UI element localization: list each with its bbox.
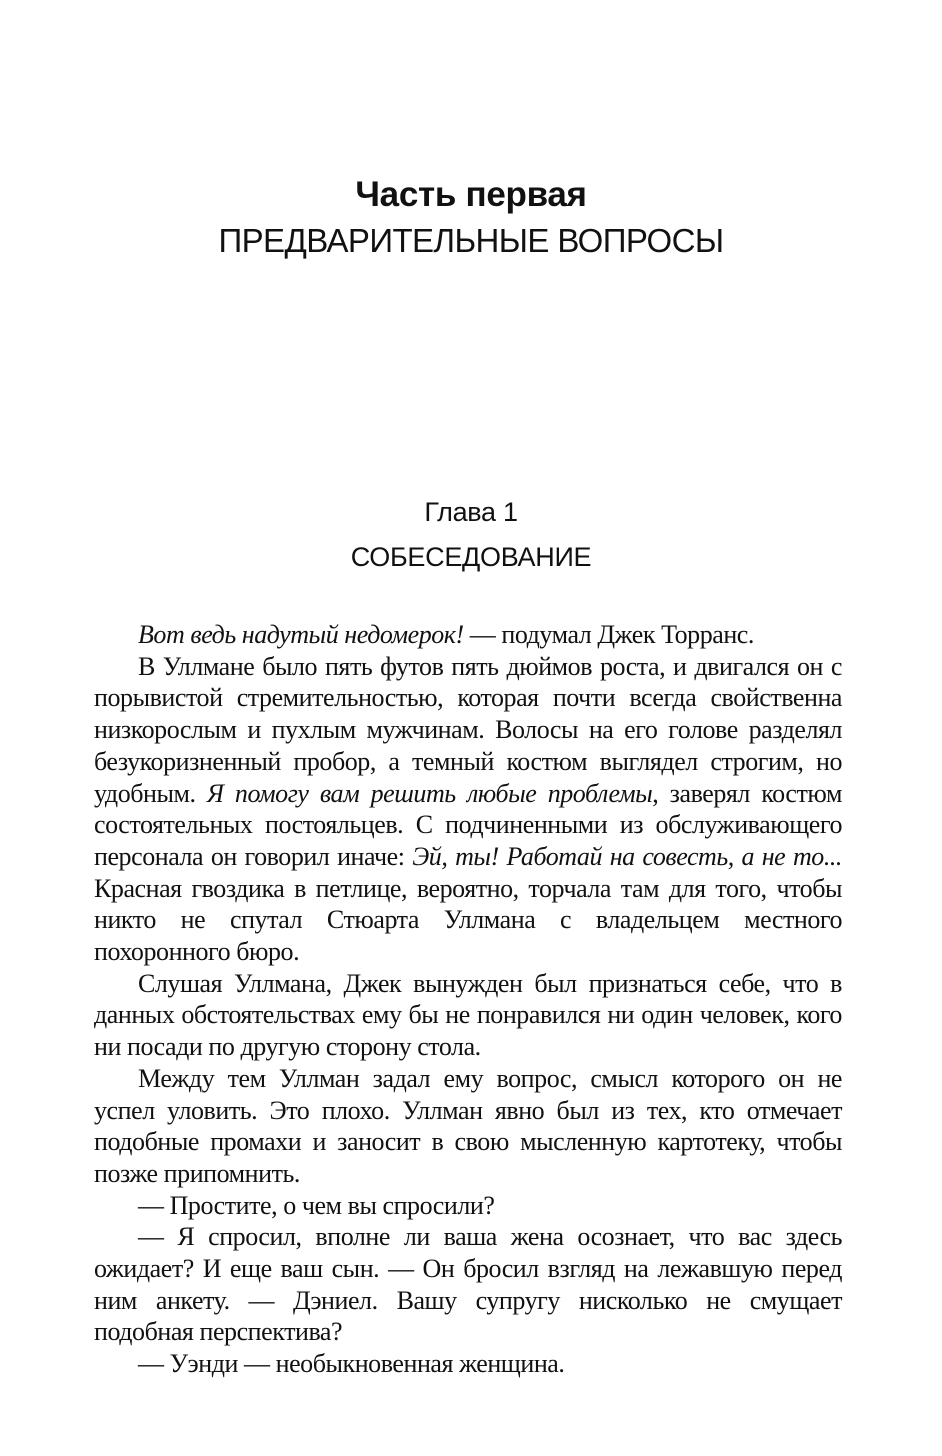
text-segment: — подумал Джек Торранс.	[463, 620, 754, 649]
paragraph	[94, 651, 842, 968]
dialog-line	[94, 1190, 842, 1222]
paragraph	[94, 1063, 842, 1190]
text-segment: — Простите, о чем вы спросили?	[138, 1190, 495, 1220]
text-segment: — Я спросил, вполне ли ваша жена осознает, что вас здесь ожидает? И еще ваш сын. — Он бросил взгляд на лежавшую перед ним анкету. — Дэниел. Вашу супругу нисколько не смущает подобная перспектива?	[94, 1222, 842, 1347]
chapter-number: Глава 1	[424, 497, 518, 527]
text-segment: Красная гвоздика в петлице, вероятно, торчала там для того, чтобы никто не спутал Стюарта Уллмана с владельцем местного похоронного бюро.	[94, 873, 842, 967]
part-title: Часть первая	[355, 175, 587, 214]
text-segment: Слушая Уллмана, Джек вынужден был признаться себе, что в данных обстоятельствах ему бы не понравился ни один человек, кого ни посади по другую сторону стола.	[94, 968, 842, 1062]
text-segment: , заверял костюм состоятельных постояльцев. С подчиненными из обслуживающего персонала он говорил иначе:	[94, 778, 842, 871]
italic-phrase: Эй, ты! Работай на совесть, а не то...	[412, 841, 842, 871]
text-segment: В Уллмане было пять футов пять дюймов роста, и двигался он с порывистой стремительностью, которая почти всегда свойственна низкорослым и пухлым мужчинам. Волосы на его голове разделял безукоризненный пробор, а темный костюм выглядел строгим, но удобным.	[94, 651, 842, 808]
dialog-line	[94, 1348, 842, 1380]
chapter-title: СОБЕСЕДОВАНИЕ	[350, 542, 592, 572]
chapter-heading	[0, 490, 942, 579]
chapter-body	[94, 619, 842, 1380]
italic-phrase: Я помогу вам решить любые проблемы	[206, 778, 653, 808]
part-subtitle: ПРЕДВАРИТЕЛЬНЫЕ ВОПРОСЫ	[218, 222, 724, 259]
text-segment: Между тем Уллман задал ему вопрос, смысл которого он не успел уловить. Это плохо. Уллман явно был из тех, кто отмечает подобные промахи и заносит в свою мысленную картотеку, чтобы позже припомнить.	[94, 1063, 842, 1188]
text-segment: — Уэнди — необыкновенная женщина.	[138, 1349, 565, 1379]
paragraph	[94, 968, 842, 1063]
part-heading	[0, 172, 942, 264]
italic-thought: Вот ведь надутый недомерок!	[138, 620, 464, 649]
paragraph	[94, 619, 842, 651]
paragraph	[94, 1221, 842, 1348]
